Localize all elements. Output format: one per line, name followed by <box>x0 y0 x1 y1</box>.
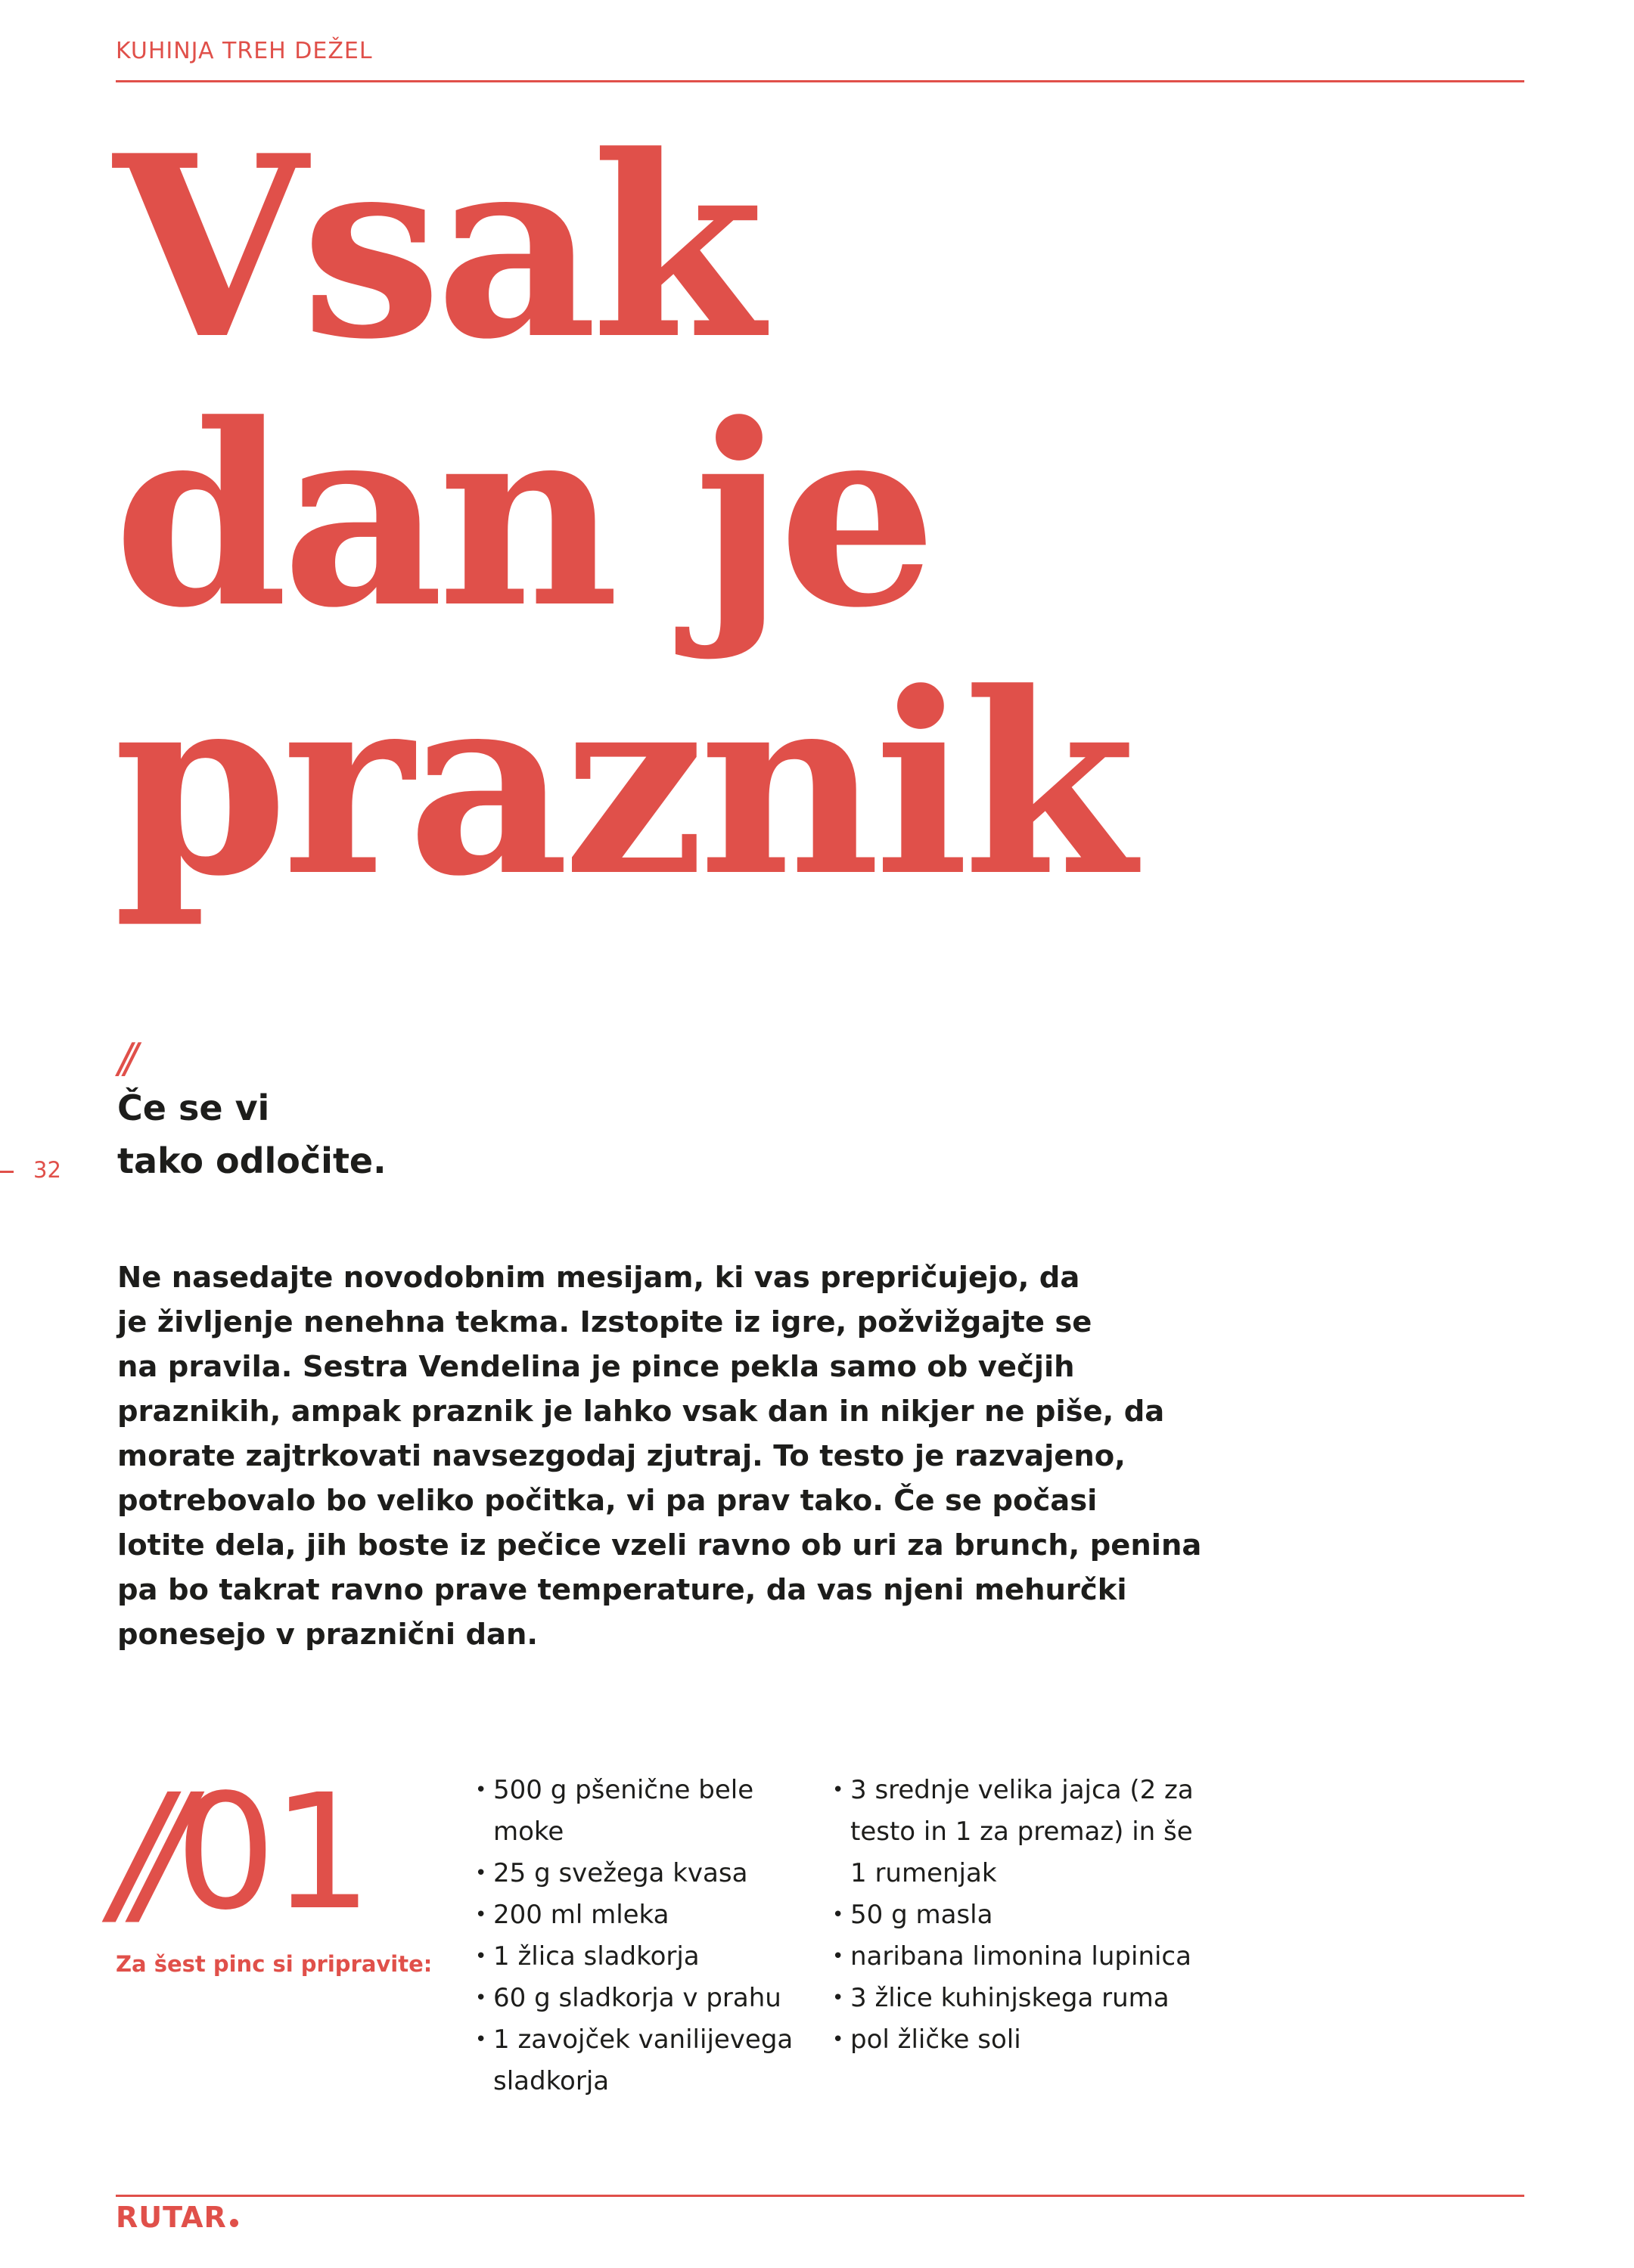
recipe-slash-marker: // <box>113 1760 160 1945</box>
paragraph-line: ponesejo v praznični dan. <box>117 1618 539 1652</box>
paragraph-line: praznikih, ampak praznik je lahko vsak dan in nikjer ne piše, da <box>117 1395 1165 1429</box>
ingredient-item: • 1 žlica sladkorja <box>475 1936 808 1978</box>
ingredient-item: • 50 g masla <box>832 1894 1195 1936</box>
section-label: KUHINJA TREH DEŽEL <box>116 38 373 64</box>
ingredients-caption: Za šest pinc si pripravite: <box>116 1951 433 1977</box>
paragraph-line: lotite dela, jih boste iz pečice vzeli ravno ob uri za brunch, penina <box>117 1528 1202 1562</box>
subheading <box>117 1081 387 1187</box>
paragraph-line: je življenje nenehna tekma. Izstopite iz igre, požvižgajte se <box>117 1305 1092 1339</box>
ingredient-item: • naribana limonina lupinica <box>832 1936 1195 1978</box>
ingredient-item: • 3 žlice kuhinjskega ruma <box>832 1978 1195 2019</box>
intro-paragraph <box>117 1255 1202 1657</box>
paragraph-line: morate zajtrkovati navsezgodaj zjutraj. To testo je razvajeno, <box>117 1439 1126 1473</box>
recipe-number <box>113 1762 368 1944</box>
ingredients-list-column-1 <box>475 1770 808 2102</box>
brand-dot-icon <box>230 2219 238 2227</box>
recipe-number-value: 01 <box>175 1760 368 1945</box>
footer-divider <box>116 2195 1524 2197</box>
title-line: Vsak <box>113 101 759 394</box>
ingredient-item: • 60 g sladkorja v prahu <box>475 1978 808 2019</box>
ingredient-item: • 25 g svežega kvasa <box>475 1853 808 1894</box>
subheading-line: tako odločite. <box>117 1140 387 1181</box>
subhead-slash-marker: // <box>118 1035 131 1082</box>
paragraph-line: potrebovalo bo veliko počitka, vi pa prav tako. Če se počasi <box>117 1484 1098 1518</box>
subheading-line: Če se vi <box>117 1087 270 1128</box>
brand-logo <box>116 2201 238 2234</box>
title-line: praznik <box>113 638 1130 931</box>
page-number: 32 <box>33 1157 61 1183</box>
page-title <box>113 101 1130 931</box>
page-number-tick <box>0 1171 14 1173</box>
brand-name: RUTAR <box>116 2201 227 2234</box>
ingredient-item: • 200 ml mleka <box>475 1894 808 1936</box>
ingredient-item: • pol žličke soli <box>832 2019 1195 2061</box>
ingredient-item: • 1 zavojček vanilijevega sladkorja <box>475 2019 808 2102</box>
ingredient-item: • 3 srednje velika jajca (2 za testo in 1 za premaz) in še 1 rumenjak <box>832 1770 1195 1894</box>
title-line: dan je <box>113 369 931 662</box>
paragraph-line: na pravila. Sestra Vendelina je pince pekla samo ob večjih <box>117 1350 1075 1384</box>
paragraph-line: Ne nasedajte novodobnim mesijam, ki vas prepričujejo, da <box>117 1261 1080 1295</box>
header-divider <box>116 80 1524 82</box>
ingredient-item: • 500 g pšenične bele moke <box>475 1770 808 1853</box>
paragraph-line: pa bo takrat ravno prave temperature, da vas njeni mehurčki <box>117 1573 1127 1607</box>
ingredients-list-column-2 <box>832 1770 1195 2061</box>
